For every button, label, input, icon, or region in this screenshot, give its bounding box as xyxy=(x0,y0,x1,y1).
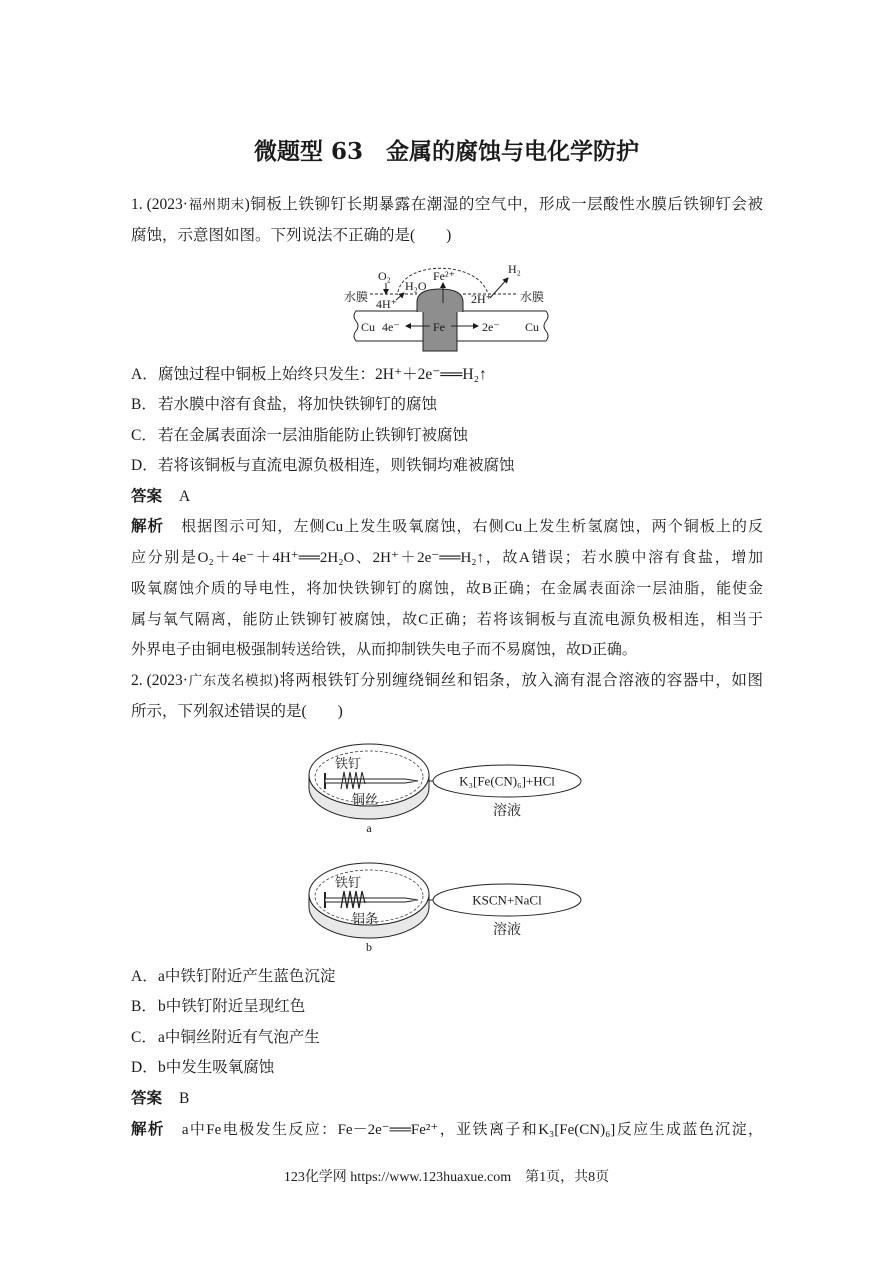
h2o-label: H₂O xyxy=(405,279,427,293)
question-2-source-name: 广东茂名模拟 xyxy=(187,673,274,688)
question-1-explanation-line-3: 吸氧腐蚀介质的导电性，将加快铁铆钉的腐蚀，故B正确；在金属表面涂一层油脂，能使金 xyxy=(131,581,763,597)
aluminum-strip-label: 铝条 xyxy=(352,911,379,926)
question-1-option-d xyxy=(131,451,763,481)
question-1-source-name: 福州期末 xyxy=(187,197,245,212)
question-1-option-b xyxy=(131,390,763,420)
option-text: 若水膜中溶有食盐，将加快铁铆钉的腐蚀 xyxy=(158,396,438,413)
question-2-option-b xyxy=(131,992,763,1022)
fe-label: Fe xyxy=(433,320,445,334)
nail-shaft xyxy=(325,779,418,783)
copper-wire-label: 铜丝 xyxy=(352,792,379,807)
option-label: D． xyxy=(131,1059,158,1076)
question-1-answer xyxy=(131,482,763,512)
question-1-explanation-line-1 xyxy=(131,512,763,542)
four-electron-label: 4e⁻ xyxy=(382,320,400,334)
iron-nail-label: 铁钉 xyxy=(335,756,362,771)
question-1-explanation-line-4: 属与氧气隔离，能防止铁铆钉被腐蚀，故C正确；若将该铜板与直流电源负极相连，相当于 xyxy=(131,612,763,628)
explanation-text: 根据图示可知，左侧Cu上发生吸氧腐蚀，右侧Cu上发生析氢腐蚀，两个铜板上的反 xyxy=(181,519,763,535)
question-2-option-c xyxy=(131,1023,763,1053)
question-2-answer xyxy=(131,1084,763,1114)
question-2-stem-line-2: 所示，下列叙述错误的是( ) xyxy=(131,703,343,720)
question-1-option-c xyxy=(131,421,763,451)
option-text: a中铁钉附近产生蓝色沉淀 xyxy=(158,968,336,985)
option-text: 若在金属表面涂一层油脂能防止铁铆钉被腐蚀 xyxy=(158,427,469,444)
solution-label: KSCN+NaCl xyxy=(472,892,542,908)
explanation-label: 解析 xyxy=(131,518,165,535)
question-2-option-d xyxy=(131,1053,763,1083)
answer-label: 答案 xyxy=(131,1090,163,1107)
question-2-stem-text-1: 将两根铁钉分别缠绕铜丝和铝条，放入滴有混合溶液的容器中，如图 xyxy=(278,672,763,689)
option-text: a中铜丝附近有气泡产生 xyxy=(158,1029,320,1046)
two-electron-label: 2e⁻ xyxy=(482,320,500,334)
option-label: C． xyxy=(131,1029,157,1046)
figure-a-petri-dish xyxy=(305,738,590,838)
o2-label: O₂ xyxy=(378,269,391,283)
figure-rivet-corrosion xyxy=(340,256,555,356)
cu-left-label: Cu xyxy=(361,320,376,334)
question-1-source-suffix: ) xyxy=(244,196,250,213)
question-2-number: 2. xyxy=(131,672,143,689)
option-label: B． xyxy=(131,998,157,1015)
question-1-stem-line-2: 腐蚀，示意图如图。下列说法不正确的是( ) xyxy=(131,227,452,244)
question-2-source-prefix: (2023· xyxy=(146,672,188,689)
fe2plus-label: Fe²⁺ xyxy=(433,269,455,283)
question-1-option-a xyxy=(131,360,763,390)
question-1-stem-line-1 xyxy=(131,190,763,220)
answer-value: A xyxy=(179,488,191,505)
water-film-label-right: 水膜 xyxy=(520,290,545,304)
water-film-label-left: 水膜 xyxy=(344,290,369,304)
option-text: b中发生吸氧腐蚀 xyxy=(158,1059,275,1076)
question-1-explanation-line-2: 应分别是O₂＋4e⁻＋4H⁺══2H₂O、2H⁺＋2e⁻══H₂↑，故A错误；若水膜中溶有食盐，增加 xyxy=(131,550,763,566)
option-text: b中铁钉附近呈现红色 xyxy=(158,998,306,1015)
page-footer: 123化学网 https://www.123huaxue.com 第1页，共8页 xyxy=(283,1170,610,1185)
figure-caption: a xyxy=(366,821,372,835)
question-2-explanation-line-1 xyxy=(131,1115,763,1145)
question-1-stem-text-1: 铜板上铁铆钉长期暴露在潮湿的空气中，形成一层酸性水膜后铁铆钉会被 xyxy=(249,196,763,213)
solution-caption: 溶液 xyxy=(493,923,521,938)
solution-caption: 溶液 xyxy=(493,804,521,819)
figure-caption: b xyxy=(366,940,372,954)
question-2-stem-line-1 xyxy=(131,666,763,696)
option-label: A． xyxy=(131,968,158,985)
question-1-explanation-line-5: 外界电子由铜电极强制转送给铁，从而抑制铁失电子而不易腐蚀，故D正确。 xyxy=(131,642,637,658)
option-label: D． xyxy=(131,457,158,474)
figure-b-petri-dish xyxy=(305,857,590,957)
option-label: A． xyxy=(131,366,158,383)
h2-arrow xyxy=(490,278,508,298)
question-1-number: 1. xyxy=(131,196,143,213)
option-text: 若将该铜板与直流电源负极相连，则铁铜均难被腐蚀 xyxy=(158,457,515,474)
question-1-source-prefix: (2023· xyxy=(146,196,188,213)
iron-nail-label: 铁钉 xyxy=(335,875,362,890)
answer-value: B xyxy=(179,1090,190,1107)
question-2-option-a xyxy=(131,962,763,992)
page-title: 微题型 63 金属的腐蚀与电化学防护 xyxy=(253,138,639,165)
answer-label: 答案 xyxy=(131,488,163,505)
cu-right-label: Cu xyxy=(525,320,540,334)
nail-shaft xyxy=(325,898,418,902)
question-2-source-suffix: ) xyxy=(273,672,279,689)
solution-label: K₃[Fe(CN)₆]+HCl xyxy=(459,773,555,789)
explanation-text: a中Fe电极发生反应：Fe－2e⁻══Fe²⁺，亚铁离子和K₃[Fe(CN)₆]反应生成蓝色沉淀， xyxy=(181,1122,763,1138)
four-h-plus-label: 4H⁺ xyxy=(376,297,397,311)
option-text: 腐蚀过程中铜板上始终只发生：2H⁺＋2e⁻══H₂↑ xyxy=(158,366,487,383)
option-label: C． xyxy=(131,427,157,444)
h2-label: H₂ xyxy=(508,262,521,276)
explanation-label: 解析 xyxy=(131,1121,165,1138)
two-h-plus-label: 2H⁺ xyxy=(471,292,492,306)
option-label: B． xyxy=(131,396,157,413)
